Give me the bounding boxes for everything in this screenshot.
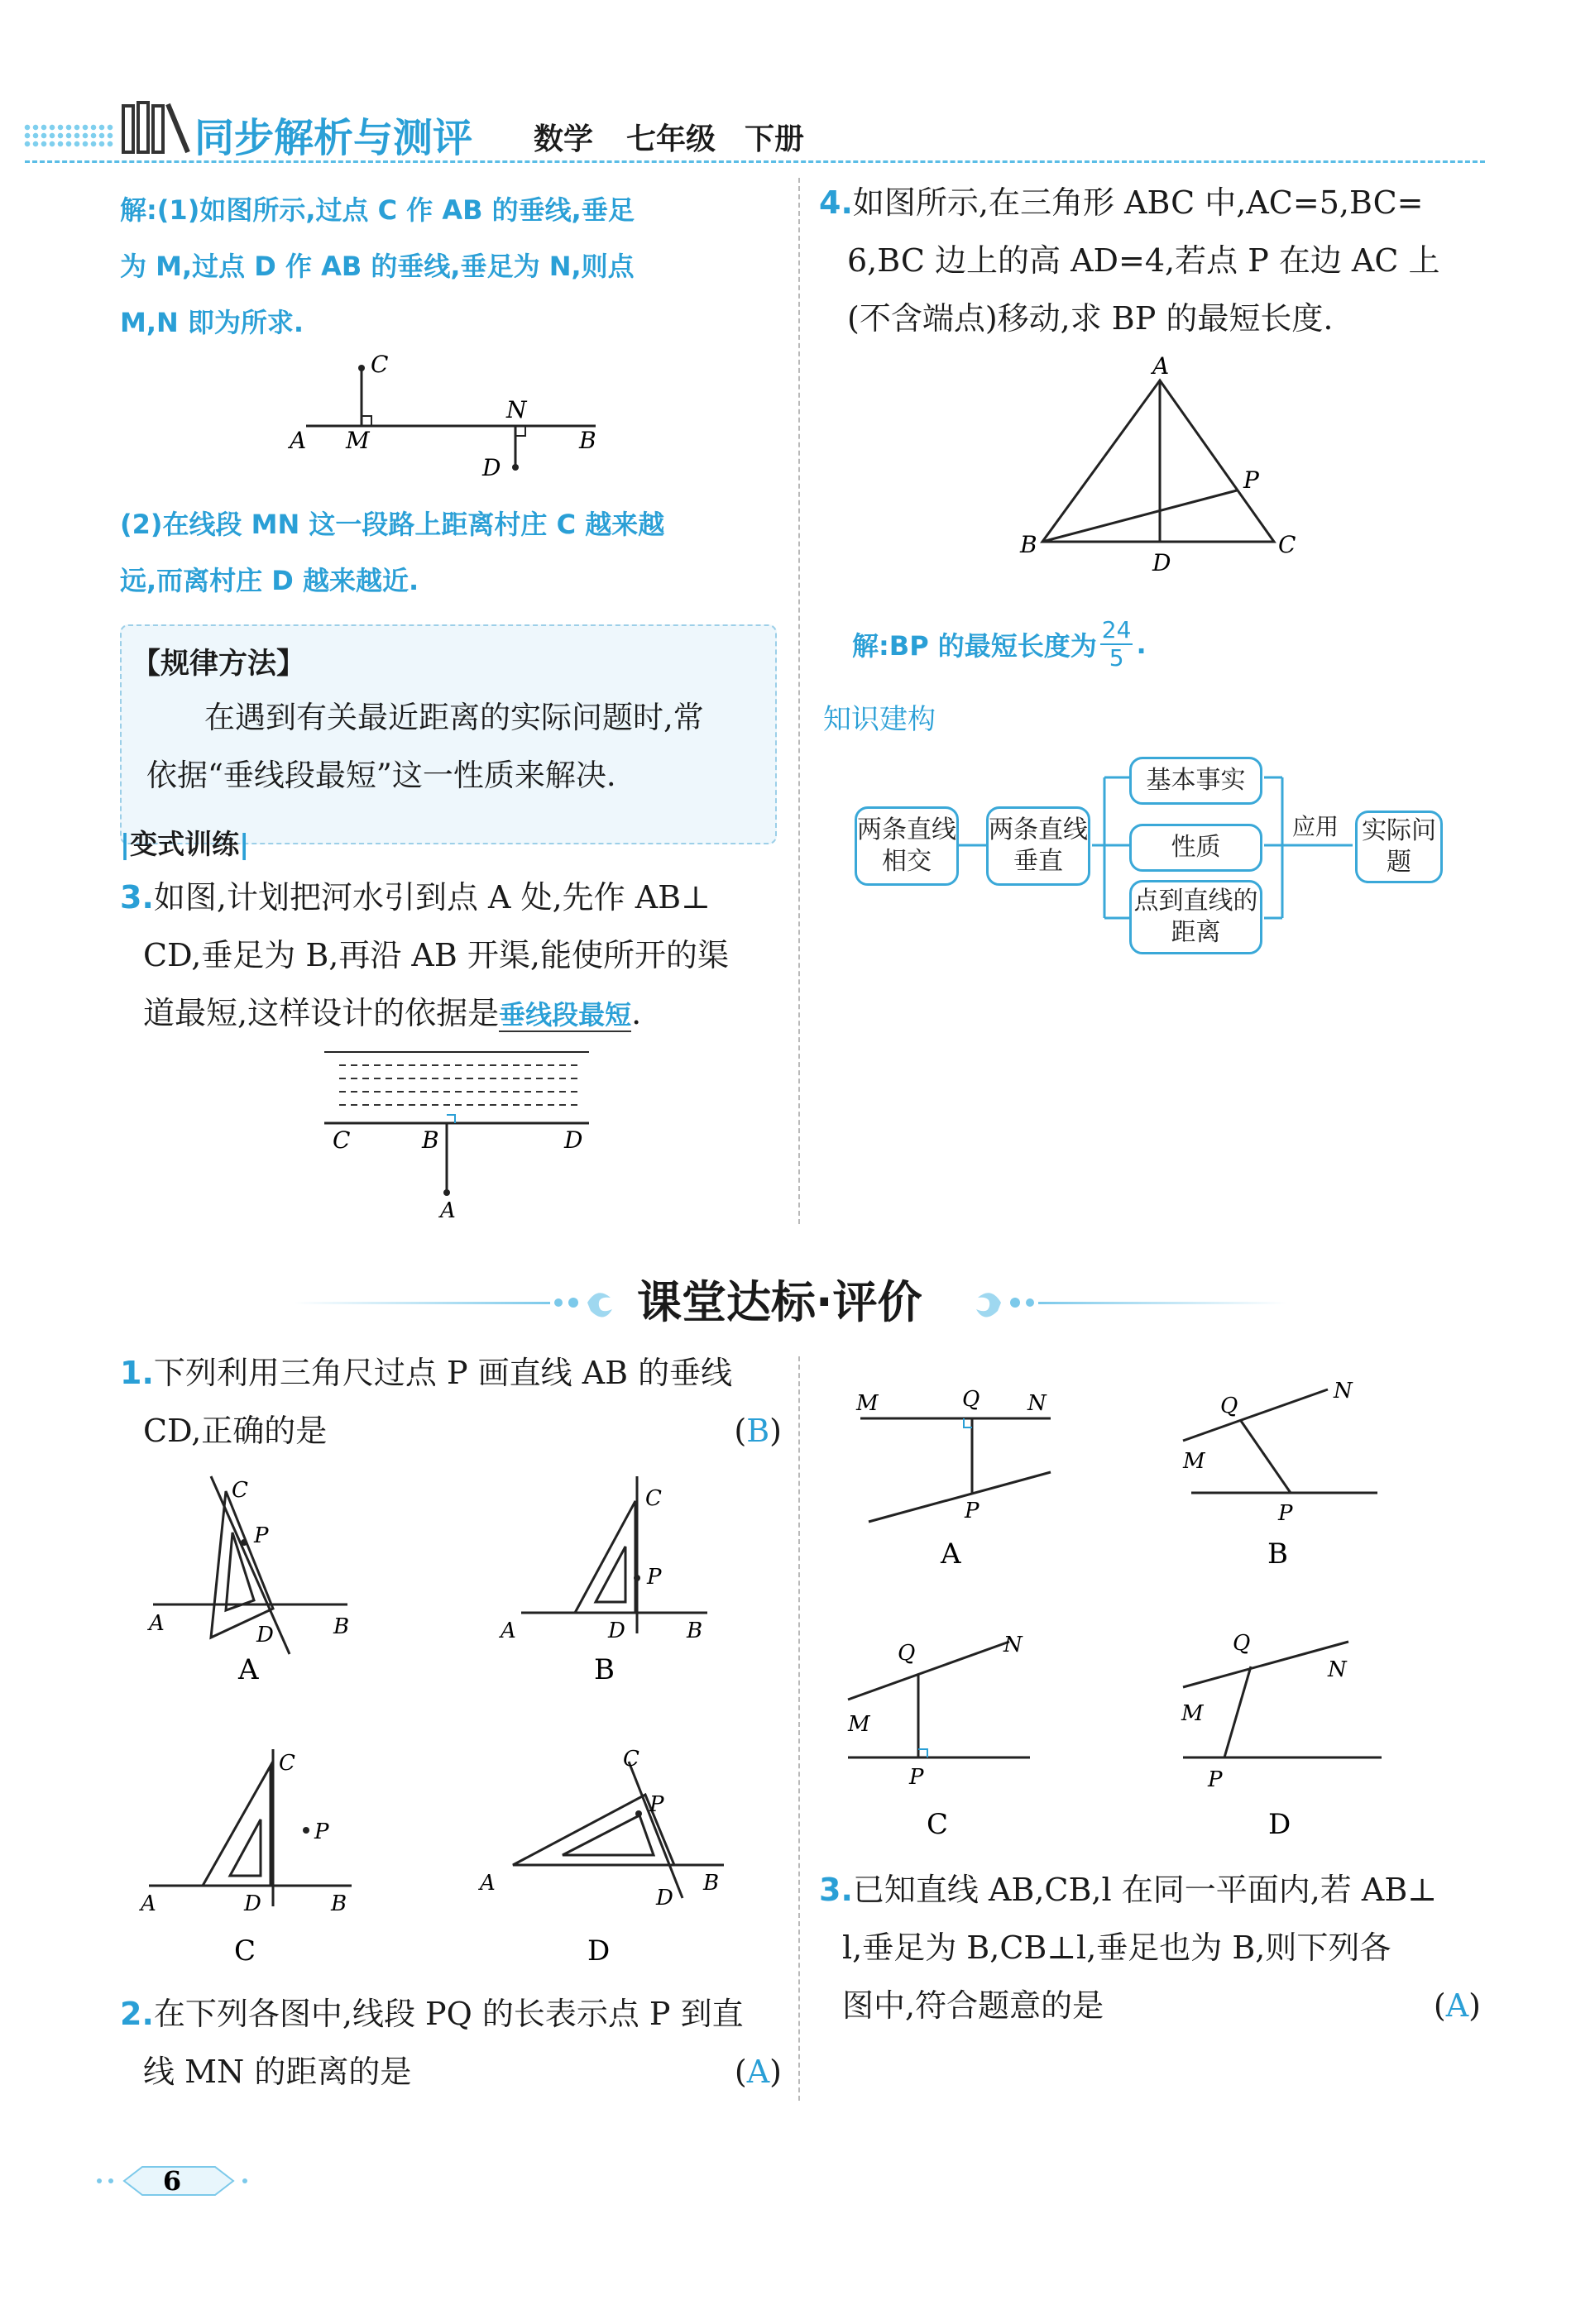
triangle-abc <box>1042 380 1274 542</box>
books-icon <box>120 98 194 155</box>
label-d: D <box>482 454 501 481</box>
q1-figure-a <box>145 1468 368 1683</box>
question-line: 如图所示,在三角形 ABC 中,AC=5,BC= <box>852 184 1424 221</box>
solution-line: 远,而离村庄 D 越来越近. <box>120 565 419 596</box>
svg-text:A: A <box>480 1871 496 1896</box>
question-1: 1.下列利用三角尺过点 P 画直线 AB 的垂线 CD,正确的是 (B) <box>120 1344 782 1460</box>
solution-line: 解:BP 的最短长度为 <box>852 630 1097 662</box>
solution-line: 解:(1)如图所示,过点 C 作 AB 的垂线,垂足 <box>120 194 635 226</box>
label-a: A <box>290 427 307 454</box>
node-basic-fact: 基本事实 <box>1129 757 1262 805</box>
svg-text:B: B <box>333 1614 350 1639</box>
apply-label: 应用 <box>1292 813 1339 840</box>
svg-text:A: A <box>141 1891 156 1916</box>
subject: 数学 <box>534 122 594 156</box>
svg-text:Q: Q <box>898 1641 916 1666</box>
answer: A <box>746 2054 770 2090</box>
svg-text:A: A <box>501 1619 516 1643</box>
svg-text:N: N <box>1027 1391 1047 1416</box>
q2-figure-d <box>1175 1625 1390 1848</box>
svg-text:P: P <box>649 1792 664 1817</box>
figure-caption: A <box>238 1653 259 1683</box>
svg-text:P: P <box>965 1499 980 1523</box>
header-dots <box>23 124 114 131</box>
figure-caption: B <box>594 1653 615 1683</box>
fraction-denominator: 5 <box>1109 644 1124 672</box>
svg-text:P: P <box>1208 1767 1223 1792</box>
q2-figure-c <box>840 1625 1055 1848</box>
svg-text:P: P <box>1278 1501 1293 1526</box>
svg-text:D: D <box>656 1886 673 1910</box>
label-a: A <box>440 1198 456 1223</box>
question-line: 道最短,这样设计的依据是 <box>143 995 500 1031</box>
question-line: 6,BC 边上的高 AD=4,若点 P 在边 AC 上 <box>847 242 1440 279</box>
question-line: CD,垂足为 B,再沿 AB 开渠,能使所开的渠 <box>143 937 729 973</box>
solution-part2 <box>120 496 782 609</box>
variant-title: 变式训练 <box>130 828 240 860</box>
svg-text:N: N <box>1334 1379 1353 1403</box>
question-line: 线 MN 的距离的是 <box>143 2054 412 2090</box>
question-line: l,垂足为 B,CB⊥l,垂足也为 B,则下列各 <box>842 1929 1391 1966</box>
svg-text:M: M <box>1183 1449 1205 1474</box>
question-4 <box>819 174 1497 347</box>
svg-text:B: B <box>703 1871 720 1896</box>
section-title: 课堂达标·评价 <box>637 1276 922 1328</box>
header-dots <box>23 132 114 139</box>
svg-text:N: N <box>1328 1657 1347 1682</box>
solution-line: 为 M,过点 D 作 AB 的垂线,垂足为 N,则点 <box>120 251 635 282</box>
column-divider <box>798 1356 800 2101</box>
variant-title-wrap: |变式训练| <box>120 828 250 860</box>
figure-caption: C <box>234 1934 256 1968</box>
svg-text:B: B <box>687 1619 703 1643</box>
question-number: 1. <box>120 1355 154 1391</box>
figure-caption: C <box>927 1808 949 1841</box>
node-point-line-distance: 点到直线的距离 <box>1129 880 1262 954</box>
knowledge-title: 知识建构 <box>823 703 936 736</box>
label-d: D <box>1152 549 1171 576</box>
q1-figure-d <box>476 1741 740 1968</box>
svg-text:D: D <box>608 1619 625 1643</box>
label-c: C <box>371 351 389 378</box>
question-line: (不含端点)移动,求 BP 的最短长度. <box>847 300 1334 337</box>
svg-text:P: P <box>314 1820 329 1844</box>
point-a <box>443 1189 450 1196</box>
svg-text:C: C <box>232 1478 248 1503</box>
svg-text:C: C <box>623 1747 639 1772</box>
question-3-left <box>120 868 790 1044</box>
q2-figure-b <box>1175 1373 1390 1580</box>
label-n: N <box>506 396 527 423</box>
answer: A <box>1445 1987 1469 2024</box>
figure-villages <box>281 347 612 492</box>
question-line: . <box>631 995 642 1031</box>
right-angle-mark <box>362 416 371 426</box>
svg-text:Q: Q <box>1233 1631 1251 1656</box>
page-number-badge <box>91 2160 256 2202</box>
figure-caption: D <box>1268 1808 1291 1841</box>
question-line: 已知直线 AB,CB,l 在同一平面内,若 AB⊥ <box>852 1872 1437 1908</box>
q2-figure-a <box>852 1381 1067 1580</box>
label-a: A <box>1152 356 1170 380</box>
ornament-icon <box>550 1284 625 1323</box>
point-d <box>512 464 519 471</box>
figure-caption: A <box>941 1537 961 1571</box>
svg-text:Q: Q <box>962 1387 980 1412</box>
label-d: D <box>564 1126 583 1154</box>
q1-figure-c <box>137 1741 368 1968</box>
series-title: 同步解析与测评 <box>194 115 473 161</box>
header-rule <box>25 160 1485 163</box>
svg-text:B: B <box>331 1891 347 1916</box>
question-line: 下列利用三角尺过点 P 画直线 AB 的垂线 <box>153 1355 733 1391</box>
node-perpendicular-lines: 两条直线垂直 <box>986 806 1090 886</box>
figure-triangle <box>1013 356 1320 579</box>
fraction <box>1100 617 1133 672</box>
svg-text:Q: Q <box>1220 1394 1238 1418</box>
label-c: C <box>333 1126 351 1154</box>
solution-line: . <box>1136 629 1147 660</box>
question-3-bottom: 3.已知直线 AB,CB,l 在同一平面内,若 AB⊥ l,垂足为 B,CB⊥l,垂足也为 B,则下列各 图中,符合题意的是 (A) <box>819 1861 1481 2035</box>
question-number: 2. <box>120 1996 154 2032</box>
svg-text:C: C <box>279 1751 295 1776</box>
label-b: B <box>579 427 596 454</box>
banner-line-left <box>294 1302 550 1304</box>
grade: 七年级 <box>626 122 716 156</box>
question-number: 4. <box>819 184 853 221</box>
solution-line: M,N 即为所求. <box>120 307 304 338</box>
figure-caption: D <box>587 1934 611 1968</box>
method-box <box>120 624 777 844</box>
svg-text:N: N <box>1003 1633 1023 1657</box>
method-line: 在遇到有关最近距离的实际问题时,常 <box>204 700 704 735</box>
question-line: 在下列各图中,线段 PQ 的长表示点 P 到直 <box>153 1996 744 2032</box>
volume: 下册 <box>745 122 805 156</box>
solution-4 <box>852 617 1147 672</box>
question-line: CD,正确的是 <box>143 1413 328 1449</box>
node-practical-problem: 实际问题 <box>1355 811 1443 883</box>
banner-line-right <box>1038 1302 1286 1304</box>
point-c <box>358 365 365 371</box>
node-property: 性质 <box>1129 824 1262 872</box>
ornament-icon <box>964 1284 1038 1323</box>
answer-blank: 垂线段最短 <box>499 999 632 1030</box>
question-number: 3. <box>120 879 154 916</box>
figure-caption: B <box>1267 1537 1288 1571</box>
svg-text:M: M <box>856 1391 879 1416</box>
figure-river <box>314 1042 596 1228</box>
svg-text:P: P <box>909 1765 924 1790</box>
node-intersecting-lines: 两条直线相交 <box>855 806 959 886</box>
question-2: 2.在下列各图中,线段 PQ 的长表示点 P 到直 线 MN 的距离的是 (A) <box>120 1985 782 2101</box>
label-m: M <box>346 427 370 454</box>
question-line: 如图,计划把河水引到点 A 处,先作 AB⊥ <box>153 879 711 916</box>
svg-text:D: D <box>256 1623 274 1647</box>
segment-bp <box>1042 490 1237 542</box>
solution-line: (2)在线段 MN 这一段路上距离村庄 C 越来越 <box>120 509 665 540</box>
header-dots <box>23 141 114 147</box>
page-number: 6 <box>162 2165 182 2197</box>
q1-figure-b <box>496 1468 720 1683</box>
svg-text:P: P <box>254 1523 269 1548</box>
svg-text:A: A <box>149 1611 165 1636</box>
method-title: 【规律方法】 <box>132 648 306 681</box>
label-b: B <box>422 1126 439 1154</box>
label-p: P <box>1243 466 1259 494</box>
question-line: 图中,符合题意的是 <box>842 1987 1104 2024</box>
right-angle-mark <box>515 426 525 436</box>
method-line: 依据“垂线段最短”这一性质来解决. <box>146 758 616 793</box>
column-divider <box>798 178 800 1224</box>
svg-text:P: P <box>647 1565 662 1590</box>
solution-part1 <box>120 182 782 351</box>
label-c: C <box>1278 531 1296 558</box>
svg-text:C: C <box>645 1486 662 1511</box>
svg-text:D: D <box>244 1891 261 1916</box>
svg-text:M: M <box>848 1712 870 1737</box>
fraction-numerator: 24 <box>1101 616 1132 643</box>
answer: B <box>746 1413 770 1449</box>
question-number: 3. <box>819 1872 853 1908</box>
label-b: B <box>1020 531 1037 558</box>
svg-text:M: M <box>1181 1701 1204 1726</box>
